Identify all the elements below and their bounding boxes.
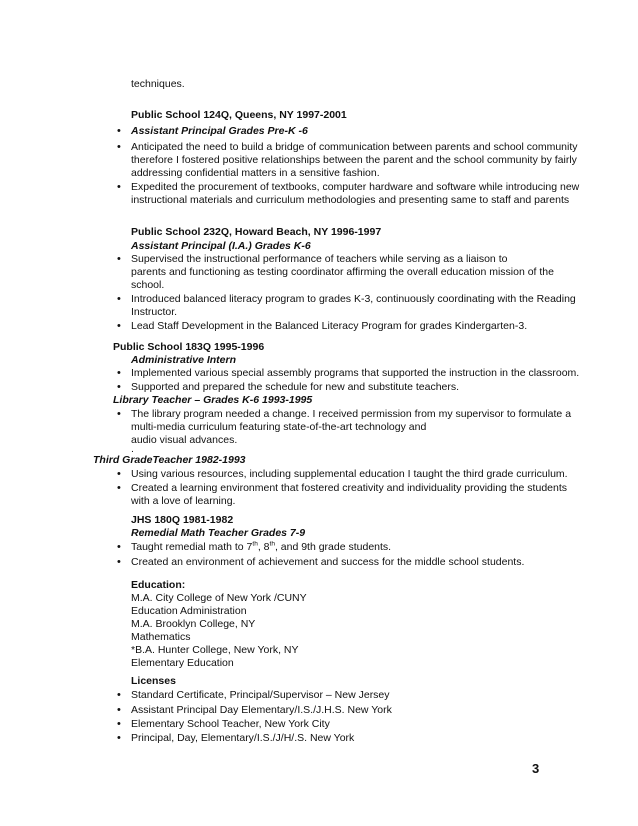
text-line: Principal, Day, Elementary/I.S./J/H/.S. New York [131,732,355,744]
text-line: addressing confidential matters in a sensitive fashion. [131,167,380,179]
text-line: . [131,443,134,455]
text-line: Elementary School Teacher, New York City [131,718,330,730]
text-line: Instructor. [131,306,178,318]
text-line: Expedited the procurement of textbooks, computer hardware and software while introducing new [131,181,580,193]
text-line: audio visual advances. [131,434,238,446]
bullet: • [117,141,121,153]
text-line: multi-media curriculum featuring state-of-the-art technology and [131,421,427,433]
text-line [131,541,391,554]
text-line: Supported and prepared the schedule for new and substitute teachers. [131,381,460,393]
text-line: Elementary Education [131,657,234,669]
bullet: • [117,253,121,265]
text-segment: , and 9th grade students. [274,541,392,553]
bullet: • [117,704,121,716]
text-line: school. [131,279,165,291]
job-heading: Public School 183Q 1995-1996 [113,341,265,353]
job-heading: JHS 180Q 1981-1982 [131,514,234,526]
superscript: th [252,540,258,548]
bullet: • [117,293,121,305]
job-title: Assistant Principal Grades Pre-K -6 [131,125,308,137]
page-number: 3 [532,761,540,776]
text-line: Introduced balanced literacy program to grades K-3, continuously coordinating with the Reading [131,293,576,305]
job-title: Remedial Math Teacher Grades 7-9 [131,527,306,539]
text-line: parents and functioning as testing coordinator affirming the overall education mission of the [131,266,554,278]
text-segment: , 8 [257,541,270,553]
text-line: Standard Certificate, Principal/Supervisor – New Jersey [131,689,390,701]
text-line: Created an environment of achievement and success for the middle school students. [131,556,525,568]
bullet: • [117,468,121,480]
job-title: Library Teacher – Grades K-6 1993-1995 [113,394,313,406]
text-line: with a love of learning. [131,495,236,507]
section-heading-education: Education: [131,579,186,591]
job-title: Administrative Intern [131,354,237,366]
text-line: Supervised the instructional performance of teachers while serving as a liaison to [131,253,508,265]
text-line: techniques. [131,78,185,90]
bullet: • [117,718,121,730]
bullet: • [117,381,121,393]
job-title: Assistant Principal (I.A.) Grades K-6 [131,240,311,252]
section-heading-licenses: Licenses [131,675,176,687]
bullet: • [117,181,121,193]
text-line: Implemented various special assembly programs that supported the instruction in the classroom. [131,367,580,379]
bullet: • [117,556,121,568]
text-line: M.A. Brooklyn College, NY [131,618,256,630]
bullet: • [117,482,121,494]
job-heading: Third GradeTeacher 1982-1993 [93,454,246,466]
superscript: th [269,540,275,548]
text-line: instructional materials and curriculum methodologies and presenting same to staff and parents [131,194,570,206]
text-line: Education Administration [131,605,247,617]
text-line: Using various resources, including supplemental education I taught the third grade curriculum. [131,468,568,480]
bullet: • [117,732,121,744]
text-line: Created a learning environment that fostered creativity and individuality providing the students [131,482,568,494]
job-heading: Public School 232Q, Howard Beach, NY 1996-1997 [131,226,382,238]
text-line: Lead Staff Development in the Balanced Literacy Program for grades Kindergarten-3. [131,320,528,332]
bullet: • [117,541,121,553]
text-line: Anticipated the need to build a bridge of communication between parents and school community [131,141,578,153]
text-line: therefore I fostered positive relationships between the parent and the school community by fairly [131,154,577,166]
text-line: The library program needed a change. I received permission from my supervisor to formulate a [131,408,572,420]
bullet: • [117,689,121,701]
job-heading: Public School 124Q, Queens, NY 1997-2001 [131,109,347,121]
text-line: Assistant Principal Day Elementary/I.S./J.H.S. New York [131,704,392,716]
text-line: *B.A. Hunter College, New York, NY [131,644,299,656]
bullet: • [117,125,121,137]
bullet: • [117,320,121,332]
bullet: • [117,408,121,420]
bullet: • [117,367,121,379]
text-line: Mathematics [131,631,191,643]
text-segment: Taught remedial math to 7 [131,541,253,553]
text-line: M.A. City College of New York /CUNY [131,592,307,604]
